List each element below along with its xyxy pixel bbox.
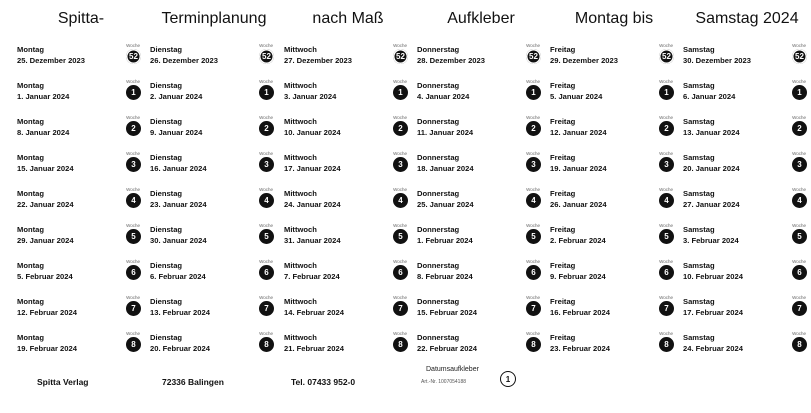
date-label: 12. Februar 2024 [17,308,77,317]
week-number-badge: 1 [259,85,274,100]
week-caption: Woche [526,187,540,192]
week-caption: Woche [792,151,806,156]
date-label: 23. Januar 2024 [150,200,207,209]
week-caption: Woche [659,223,673,228]
weekday-label: Freitag [550,297,576,306]
weekday-label: Samstag [683,81,715,90]
week-caption: Woche [393,79,407,84]
date-label: 15. Februar 2024 [417,308,477,317]
week-number-badge: 1 [659,85,674,100]
week-number-badge: 3 [792,157,807,172]
date-sticker[interactable] [150,79,274,109]
date-label: 11. Januar 2024 [417,128,474,137]
week-number-badge: 8 [792,337,807,352]
weekday-label: Dienstag [150,333,183,342]
weekday-label: Samstag [683,189,715,198]
date-sticker[interactable] [550,43,674,73]
date-sticker[interactable] [683,259,807,289]
week-caption: Woche [659,295,673,300]
week-number-badge: 5 [659,229,674,244]
week-caption: Woche [659,187,673,192]
week-caption: Woche [526,151,540,156]
date-label: 7. Februar 2024 [284,272,340,281]
week-number-badge: 8 [659,337,674,352]
date-label: 29. Dezember 2023 [550,56,618,65]
weekday-label: Freitag [550,45,576,54]
week-caption: Woche [259,115,273,120]
week-number-badge: 52 [659,49,674,64]
week-number-badge: 5 [526,229,541,244]
date-sticker[interactable] [150,295,274,325]
date-sticker[interactable] [550,79,674,109]
weekday-label: Freitag [550,81,576,90]
week-number-badge: 4 [259,193,274,208]
weekday-label: Dienstag [150,81,183,90]
week-number-badge: 52 [393,49,408,64]
date-label: 19. Januar 2024 [550,164,607,173]
column-header: nach Maß [312,10,384,27]
week-caption: Woche [659,43,673,48]
date-label: 1. Januar 2024 [17,92,70,101]
week-caption: Woche [259,151,273,156]
column-header: Montag bis [574,10,654,27]
weekday-label: Donnerstag [417,153,460,162]
week-caption: Woche [259,43,273,48]
week-caption: Woche [393,295,407,300]
week-caption: Woche [126,259,140,264]
weekday-label: Dienstag [150,297,183,306]
weekday-label: Samstag [683,225,715,234]
weekday-label: Mittwoch [284,189,317,198]
weekday-label: Montag [17,153,44,162]
date-sticker[interactable] [683,295,807,325]
weekday-label: Freitag [550,189,576,198]
week-caption: Woche [259,187,273,192]
week-number-badge: 7 [792,301,807,316]
week-number-badge: 4 [393,193,408,208]
week-number-badge: 7 [659,301,674,316]
date-label: 9. Januar 2024 [150,128,203,137]
weekday-label: Mittwoch [284,333,317,342]
week-caption: Woche [126,43,140,48]
date-label: 30. Januar 2024 [150,236,207,245]
weekday-label: Montag [17,189,44,198]
date-sticker[interactable] [284,331,408,361]
weekday-label: Mittwoch [284,297,317,306]
week-number-badge: 6 [526,265,541,280]
week-caption: Woche [259,295,273,300]
week-caption: Woche [659,151,673,156]
date-sticker[interactable] [683,223,807,253]
weekday-label: Montag [17,81,44,90]
week-caption: Woche [393,223,407,228]
date-label: 8. Februar 2024 [417,272,473,281]
week-caption: Woche [259,79,273,84]
date-sticker[interactable] [284,295,408,325]
week-number-badge: 52 [792,49,807,64]
week-number-badge: 1 [393,85,408,100]
week-caption: Woche [659,259,673,264]
date-sticker[interactable] [150,259,274,289]
date-label: 17. Januar 2024 [284,164,341,173]
weekday-label: Dienstag [150,225,183,234]
week-caption: Woche [792,223,806,228]
weekday-label: Freitag [550,225,576,234]
date-sticker[interactable] [17,223,141,253]
week-caption: Woche [393,187,407,192]
week-number-badge: 6 [659,265,674,280]
date-label: 13. Februar 2024 [150,308,210,317]
publisher-phone: Tel. 07433 952-0 [291,377,356,387]
week-caption: Woche [393,115,407,120]
weekday-label: Dienstag [150,261,183,270]
week-number-badge: 3 [259,157,274,172]
week-number-badge: 2 [526,121,541,136]
date-label: 2. Januar 2024 [150,92,203,101]
sticker-type-label: Datumsaufkleber [426,366,479,373]
week-number-badge: 6 [393,265,408,280]
date-label: 2. Februar 2024 [550,236,606,245]
date-label: 18. Januar 2024 [417,164,474,173]
week-number-badge: 3 [126,157,141,172]
date-sticker[interactable] [417,115,541,145]
date-label: 25. Januar 2024 [417,200,474,209]
week-number-badge: 2 [126,121,141,136]
week-caption: Woche [259,223,273,228]
date-label: 8. Januar 2024 [17,128,70,137]
week-number-badge: 2 [659,121,674,136]
date-label: 14. Februar 2024 [284,308,344,317]
date-label: 22. Februar 2024 [417,344,477,353]
date-sticker[interactable] [284,151,408,181]
column-header: Spitta- [57,10,105,27]
date-label: 27. Dezember 2023 [284,56,352,65]
week-caption: Woche [393,43,407,48]
date-label: 5. Februar 2024 [17,272,73,281]
date-sticker[interactable] [284,187,408,217]
week-number-badge: 7 [526,301,541,316]
date-sticker[interactable] [550,259,674,289]
week-caption: Woche [792,259,806,264]
weekday-label: Samstag [683,261,715,270]
week-number-badge: 4 [659,193,674,208]
date-label: 4. Januar 2024 [417,92,470,101]
week-number-badge: 3 [659,157,674,172]
date-sticker[interactable] [550,187,674,217]
date-sticker[interactable] [150,151,274,181]
week-number-badge: 52 [526,49,541,64]
weekday-label: Freitag [550,261,576,270]
date-label: 23. Februar 2024 [550,344,610,353]
weekday-label: Samstag [683,333,715,342]
week-caption: Woche [393,259,407,264]
date-sticker[interactable] [417,187,541,217]
date-sticker[interactable] [17,295,141,325]
sheet-number-badge: 1 [500,371,516,387]
week-caption: Woche [792,331,806,336]
week-caption: Woche [526,331,540,336]
date-sticker[interactable] [284,259,408,289]
date-sticker[interactable] [17,259,141,289]
weekday-label: Donnerstag [417,81,460,90]
week-number-badge: 52 [259,49,274,64]
date-label: 15. Januar 2024 [17,164,74,173]
week-number-badge: 7 [259,301,274,316]
date-sticker[interactable] [150,43,274,73]
week-caption: Woche [659,79,673,84]
date-label: 27. Januar 2024 [683,200,740,209]
weekday-label: Freitag [550,117,576,126]
week-caption: Woche [792,79,806,84]
week-number-badge: 6 [259,265,274,280]
week-caption: Woche [792,43,806,48]
week-number-badge: 2 [792,121,807,136]
date-sticker[interactable] [17,151,141,181]
week-caption: Woche [126,223,140,228]
weekday-label: Freitag [550,153,576,162]
date-sticker[interactable] [417,151,541,181]
date-sticker[interactable] [417,79,541,109]
date-label: 16. Januar 2024 [150,164,207,173]
date-sticker[interactable] [550,151,674,181]
week-caption: Woche [259,331,273,336]
weekday-label: Mittwoch [284,117,317,126]
date-label: 17. Februar 2024 [683,308,743,317]
date-sticker[interactable] [550,223,674,253]
date-sticker[interactable] [17,331,141,361]
weekday-label: Mittwoch [284,81,317,90]
weekday-label: Montag [17,117,44,126]
date-sticker[interactable] [284,223,408,253]
weekday-label: Montag [17,45,44,54]
date-label: 12. Januar 2024 [550,128,607,137]
weekday-label: Mittwoch [284,225,317,234]
date-label: 25. Dezember 2023 [17,56,85,65]
week-number-badge: 7 [126,301,141,316]
weekday-label: Dienstag [150,45,183,54]
date-label: 9. Februar 2024 [550,272,606,281]
date-sticker[interactable] [683,331,807,361]
date-label: 10. Januar 2024 [284,128,341,137]
week-number-badge: 1 [792,85,807,100]
week-number-badge: 5 [393,229,408,244]
date-sticker[interactable] [683,43,807,73]
week-number-badge: 4 [792,193,807,208]
week-number-badge: 3 [393,157,408,172]
week-number-badge: 6 [126,265,141,280]
week-caption: Woche [259,259,273,264]
date-label: 10. Februar 2024 [683,272,743,281]
date-sticker[interactable] [284,115,408,145]
date-label: 13. Januar 2024 [683,128,740,137]
week-caption: Woche [659,331,673,336]
week-caption: Woche [526,259,540,264]
column-header: Samstag 2024 [695,10,799,27]
date-label: 6. Februar 2024 [150,272,206,281]
week-caption: Woche [792,115,806,120]
weekday-label: Mittwoch [284,261,317,270]
column-header: Aufkleber [447,10,515,27]
weekday-label: Dienstag [150,117,183,126]
date-sticker[interactable] [683,79,807,109]
date-label: 26. Dezember 2023 [150,56,218,65]
date-sticker[interactable] [550,115,674,145]
week-caption: Woche [393,331,407,336]
weekday-label: Montag [17,225,44,234]
weekday-label: Dienstag [150,189,183,198]
column-header: Terminplanung [161,10,267,27]
week-caption: Woche [792,295,806,300]
week-number-badge: 8 [259,337,274,352]
weekday-label: Donnerstag [417,333,460,342]
date-label: 3. Februar 2024 [683,236,739,245]
date-label: 1. Februar 2024 [417,236,473,245]
date-sticker[interactable] [417,223,541,253]
date-label: 3. Januar 2024 [284,92,337,101]
week-number-badge: 3 [526,157,541,172]
date-label: 30. Dezember 2023 [683,56,751,65]
date-label: 6. Januar 2024 [683,92,736,101]
weekday-label: Montag [17,261,44,270]
week-caption: Woche [126,151,140,156]
date-label: 24. Februar 2024 [683,344,743,353]
weekday-label: Samstag [683,153,715,162]
weekday-label: Donnerstag [417,45,460,54]
week-number-badge: 1 [526,85,541,100]
date-label: 20. Januar 2024 [683,164,740,173]
date-label: 21. Februar 2024 [284,344,344,353]
weekday-label: Dienstag [150,153,183,162]
date-label: 5. Januar 2024 [550,92,603,101]
date-sticker[interactable] [17,79,141,109]
weekday-label: Samstag [683,117,715,126]
week-caption: Woche [526,115,540,120]
date-label: 31. Januar 2024 [284,236,341,245]
date-label: 16. Februar 2024 [550,308,610,317]
week-number-badge: 2 [393,121,408,136]
week-number-badge: 6 [792,265,807,280]
week-number-badge: 5 [126,229,141,244]
weekday-label: Donnerstag [417,225,460,234]
weekday-label: Samstag [683,297,715,306]
date-sticker[interactable] [683,115,807,145]
week-caption: Woche [659,115,673,120]
publisher-city: 72336 Balingen [162,377,224,387]
date-sticker[interactable] [284,43,408,73]
week-number-badge: 7 [393,301,408,316]
week-number-badge: 5 [792,229,807,244]
article-number: Art.-Nr. 1007054188 [421,379,467,385]
date-sticker[interactable] [550,295,674,325]
date-sticker[interactable] [417,295,541,325]
week-caption: Woche [526,43,540,48]
date-label: 24. Januar 2024 [284,200,341,209]
weekday-label: Donnerstag [417,117,460,126]
weekday-label: Samstag [683,45,715,54]
week-number-badge: 8 [393,337,408,352]
week-caption: Woche [126,115,140,120]
weekday-label: Montag [17,297,44,306]
week-number-badge: 4 [126,193,141,208]
week-caption: Woche [126,79,140,84]
weekday-label: Mittwoch [284,153,317,162]
date-label: 28. Dezember 2023 [417,56,485,65]
date-label: 22. Januar 2024 [17,200,74,209]
date-label: 20. Februar 2024 [150,344,210,353]
week-caption: Woche [126,295,140,300]
date-sticker[interactable] [17,187,141,217]
date-label: 19. Februar 2024 [17,344,77,353]
weekday-label: Donnerstag [417,189,460,198]
date-sticker[interactable] [150,331,274,361]
week-caption: Woche [126,187,140,192]
date-sticker[interactable] [17,43,141,73]
date-sticker[interactable] [683,151,807,181]
date-sticker[interactable] [17,115,141,145]
weekday-label: Freitag [550,333,576,342]
week-number-badge: 52 [126,49,141,64]
week-caption: Woche [126,331,140,336]
date-sticker[interactable] [683,187,807,217]
date-sticker[interactable] [150,223,274,253]
week-caption: Woche [792,187,806,192]
week-caption: Woche [393,151,407,156]
week-number-badge: 8 [526,337,541,352]
date-sticker[interactable] [150,115,274,145]
week-caption: Woche [526,295,540,300]
week-number-badge: 1 [126,85,141,100]
date-sticker[interactable] [417,259,541,289]
weekday-label: Mittwoch [284,45,317,54]
week-number-badge: 4 [526,193,541,208]
weekday-label: Donnerstag [417,261,460,270]
week-number-badge: 5 [259,229,274,244]
week-caption: Woche [526,223,540,228]
date-label: 26. Januar 2024 [550,200,607,209]
date-sticker[interactable] [150,187,274,217]
week-number-badge: 8 [126,337,141,352]
date-label: 29. Januar 2024 [17,236,74,245]
date-sticker[interactable] [284,79,408,109]
date-sticker[interactable] [417,43,541,73]
weekday-label: Donnerstag [417,297,460,306]
publisher-name: Spitta Verlag [37,377,89,387]
weekday-label: Montag [17,333,44,342]
date-sticker[interactable] [417,331,541,361]
week-number-badge: 2 [259,121,274,136]
date-sticker[interactable] [550,331,674,361]
week-caption: Woche [526,79,540,84]
